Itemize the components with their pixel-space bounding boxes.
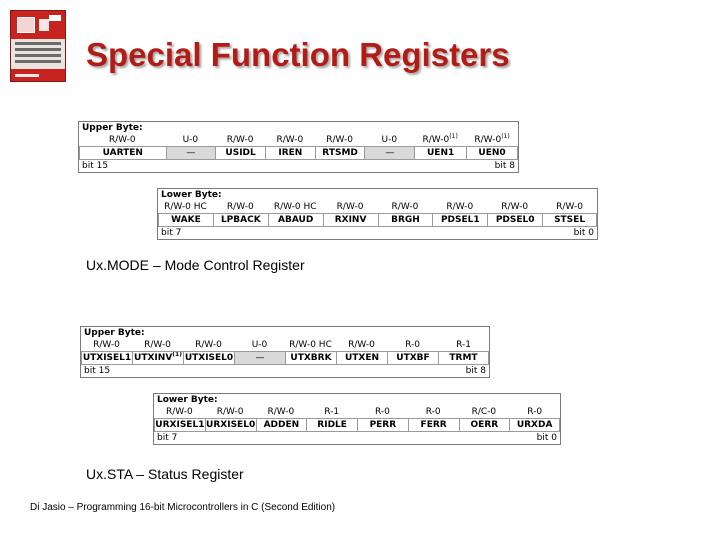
bit-access-type: R/W-0 [165,407,193,417]
uxsta-lower-byte-register [153,393,561,445]
bit-index-left: bit 7 [161,228,182,238]
book-cover-image [10,10,66,82]
bit-access-type: R-0 [405,340,420,350]
register-byte-header: Upper Byte: [82,123,143,133]
bit-access-type: R/W-0 HC [164,202,207,212]
uxmode-upper-byte-register [78,121,519,173]
uxmode-caption: Ux.MODE – Mode Control Register [86,257,305,273]
bit-name-cell: UTXBRK [285,351,336,365]
bit-access-type: R/W-0 [446,202,474,212]
bit-name-cell: RTSMD [315,146,365,160]
bit-access-type: R-1 [456,340,471,350]
bit-name-cell: RIDLE [306,418,357,432]
bit-name-cell: URXDA [509,418,560,432]
bit-index-left: bit 15 [84,366,111,376]
bit-access-type: R/W-0 [144,340,171,350]
uxmode-lower-byte-register [157,188,598,240]
bit-name-cell: — [166,146,216,160]
bit-access-type: U-0 [381,135,398,145]
bit-index-right: bit 0 [536,433,557,443]
bit-access-type: R/W-0 [276,135,304,145]
bit-index-left: bit 7 [157,433,178,443]
bit-access-type: R/W-0 [556,202,583,212]
bit-name-cell: ABAUD [268,213,323,227]
bit-access-type: R/W-0 HC [289,340,332,350]
bit-access-type: R/W-0 [195,340,222,350]
bit-name-cell: USIDL [215,146,265,160]
bit-name-cell: UTXBF [387,351,438,365]
bit-name-cell: UTXISEL1 [82,353,132,363]
bit-access-type: R-0 [374,407,390,417]
register-byte-header: Lower Byte: [157,395,218,405]
bit-access-type: U-0 [182,135,199,145]
bit-access-type: R/W-0 [348,340,375,350]
bit-name-cell: UTXEN [336,351,387,365]
bit-name-cell: URXISEL1 [155,420,205,430]
uxsta-caption: Ux.STA – Status Register [86,466,244,482]
bit-index-right: bit 8 [465,366,486,376]
bit-index-right: bit 8 [494,161,515,171]
bit-name-cell: BRGH [378,213,433,227]
bit-name-cell: RXINV [323,213,378,227]
bit-access-type: R/W-0$^{(1)}$ [422,133,458,145]
bit-name-cell: PDSEL1 [432,213,487,227]
footer-citation: Di Jasio – Programming 16-bit Microcontrollers in C (Second Edition) [30,502,336,513]
bit-access-type: R/W-0 [267,407,295,417]
bit-name-cell: — [234,351,285,365]
bit-name-cell: PDSEL0 [487,213,542,227]
bit-name-cell: UEN1 [414,146,466,160]
bit-name-cell: UEN0 [466,146,518,160]
bit-name-cell: URXISEL0 [206,420,256,430]
bit-access-type: R/W-0$^{(1)}$ [474,133,510,145]
bit-name-cell: UTXINV$^{(1)}$ [132,351,183,365]
uxsta-upper-byte-register [80,326,490,378]
bit-name-cell: UTXISEL0 [184,353,234,363]
bit-access-type: R/W-0 [326,135,353,145]
register-byte-header: Upper Byte: [84,328,145,338]
page-title: Special Function Registers [86,36,510,73]
bit-name-cell: OERR [459,418,510,432]
bit-access-type: R/C-0 [471,407,497,417]
bit-name-cell: IREN [265,146,315,160]
bit-access-type: R/W-0 [336,202,364,212]
bit-access-type: R/W-0 [226,135,254,145]
bit-index-left: bit 15 [82,161,109,171]
bit-name-cell: — [364,146,414,160]
bit-access-type: R-0 [527,407,543,417]
bit-access-type: R-1 [324,407,340,417]
bit-access-type: R/W-0 [216,407,244,417]
register-byte-header: Lower Byte: [161,190,222,200]
bit-access-type: R/W-0 [226,202,254,212]
bit-access-type: R/W-0 [108,135,136,145]
bit-name-cell: LPBACK [213,213,268,227]
bit-access-type: R/W-0 [391,202,419,212]
bit-name-cell: WAKE [158,213,213,227]
bit-name-cell: PERR [357,418,408,432]
bit-access-type: U-0 [251,340,268,350]
bit-name-cell: FERR [408,418,459,432]
bit-index-right: bit 0 [573,228,594,238]
bit-access-type: R-0 [425,407,441,417]
bit-access-type: R/W-0 HC [273,202,317,212]
bit-name-cell: UARTEN [79,146,166,160]
bit-access-type: R/W-0 [93,340,120,350]
bit-access-type: R/W-0 [501,202,529,212]
bit-name-cell: STSEL [542,213,597,227]
bit-name-cell: ADDEN [256,418,307,432]
bit-name-cell: TRMT [438,351,489,365]
